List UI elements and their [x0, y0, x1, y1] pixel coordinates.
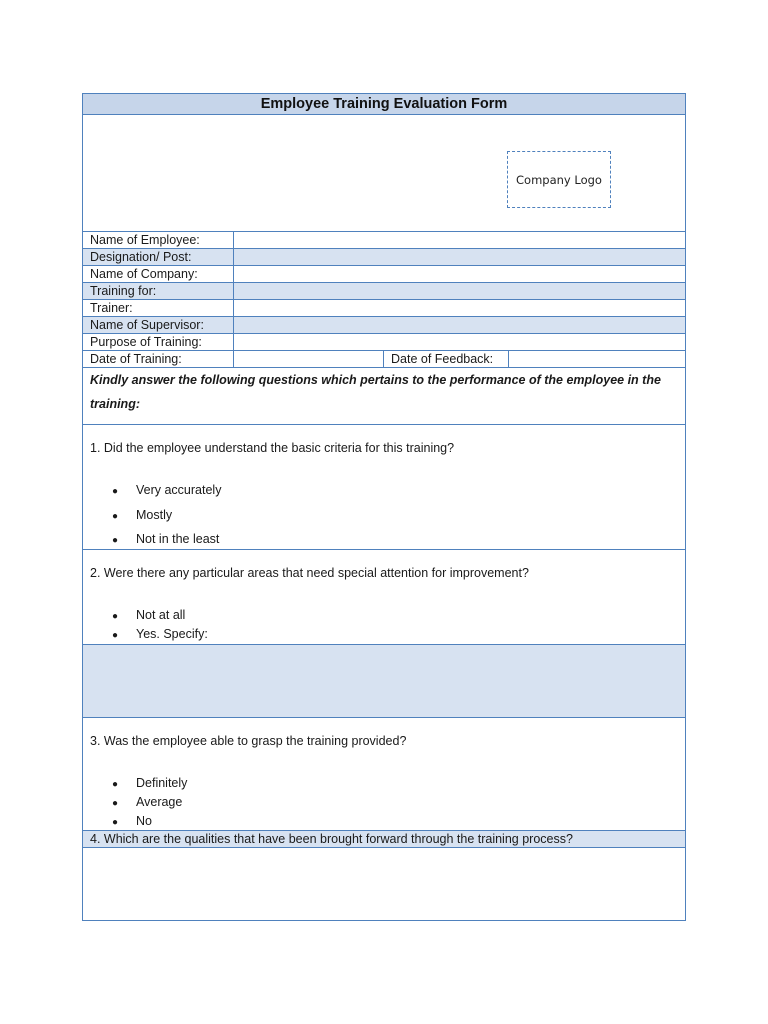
evaluation-form	[82, 93, 686, 921]
option-label: Very accurately	[136, 483, 222, 497]
date-of-feedback-label: Date of Feedback:	[384, 351, 509, 367]
option-label: Not at all	[136, 608, 186, 622]
option-item[interactable]	[112, 776, 187, 790]
option-item[interactable]	[112, 508, 172, 522]
designation-field[interactable]	[234, 249, 685, 265]
supervisor-field[interactable]	[234, 317, 685, 333]
field-row-purpose	[83, 334, 685, 351]
option-label: Yes. Specify:	[136, 627, 208, 641]
field-row-training-for	[83, 283, 685, 300]
date-of-training-field[interactable]	[234, 351, 384, 367]
field-row-company-name	[83, 266, 685, 283]
field-label: Purpose of Training:	[83, 334, 234, 350]
option-item[interactable]	[112, 532, 219, 546]
bullet-icon: ●	[112, 779, 119, 790]
bullet-icon: ●	[112, 511, 119, 522]
option-item[interactable]	[112, 814, 152, 828]
bullet-icon: ●	[112, 611, 119, 622]
question-3	[83, 718, 685, 831]
field-row-dates	[83, 351, 685, 368]
field-row-employee-name	[83, 232, 685, 249]
option-item[interactable]	[112, 608, 185, 622]
purpose-field[interactable]	[234, 334, 685, 350]
option-label: No	[136, 814, 152, 828]
company-name-field[interactable]	[234, 266, 685, 282]
question-1	[83, 425, 685, 550]
question-text: 3. Was the employee able to grasp the training provided?	[90, 734, 407, 748]
question-2	[83, 550, 685, 645]
field-label: Designation/ Post:	[83, 249, 234, 265]
field-label: Name of Supervisor:	[83, 317, 234, 333]
question-text: 1. Did the employee understand the basic criteria for this training?	[90, 441, 455, 455]
option-label: Mostly	[136, 508, 173, 522]
option-label: Not in the least	[136, 532, 220, 546]
company-logo-text: Company Logo	[516, 172, 602, 187]
option-label: Definitely	[136, 776, 188, 790]
bullet-icon: ●	[112, 630, 119, 641]
field-row-supervisor	[83, 317, 685, 334]
qualities-answer-area[interactable]	[83, 848, 685, 920]
option-item[interactable]	[112, 795, 182, 809]
training-for-field[interactable]	[234, 283, 685, 299]
field-label: Name of Company:	[83, 266, 234, 282]
specify-answer-area[interactable]	[83, 645, 685, 718]
field-label: Training for:	[83, 283, 234, 299]
option-item[interactable]	[112, 627, 208, 641]
field-label: Trainer:	[83, 300, 234, 316]
company-logo-placeholder	[507, 151, 611, 208]
option-item[interactable]	[112, 483, 221, 497]
date-of-training-label: Date of Training:	[83, 351, 234, 367]
trainer-field[interactable]	[234, 300, 685, 316]
bullet-icon: ●	[112, 535, 119, 546]
question-4: 4. Which are the qualities that have been brought forward through the training process?	[83, 831, 685, 848]
field-row-designation	[83, 249, 685, 266]
bullet-icon: ●	[112, 817, 119, 828]
bullet-icon: ●	[112, 486, 119, 497]
date-of-feedback-field[interactable]	[509, 351, 685, 367]
option-label: Average	[136, 795, 183, 809]
form-title: Employee Training Evaluation Form	[83, 94, 685, 115]
bullet-icon: ●	[112, 798, 119, 809]
logo-area	[83, 115, 685, 232]
employee-name-field[interactable]	[234, 232, 685, 248]
instructions-text: Kindly answer the following questions which pertains to the performance of the employee in the training:	[83, 368, 685, 425]
field-row-trainer	[83, 300, 685, 317]
question-text: 2. Were there any particular areas that need special attention for improvement?	[90, 566, 529, 580]
field-label: Name of Employee:	[83, 232, 234, 248]
